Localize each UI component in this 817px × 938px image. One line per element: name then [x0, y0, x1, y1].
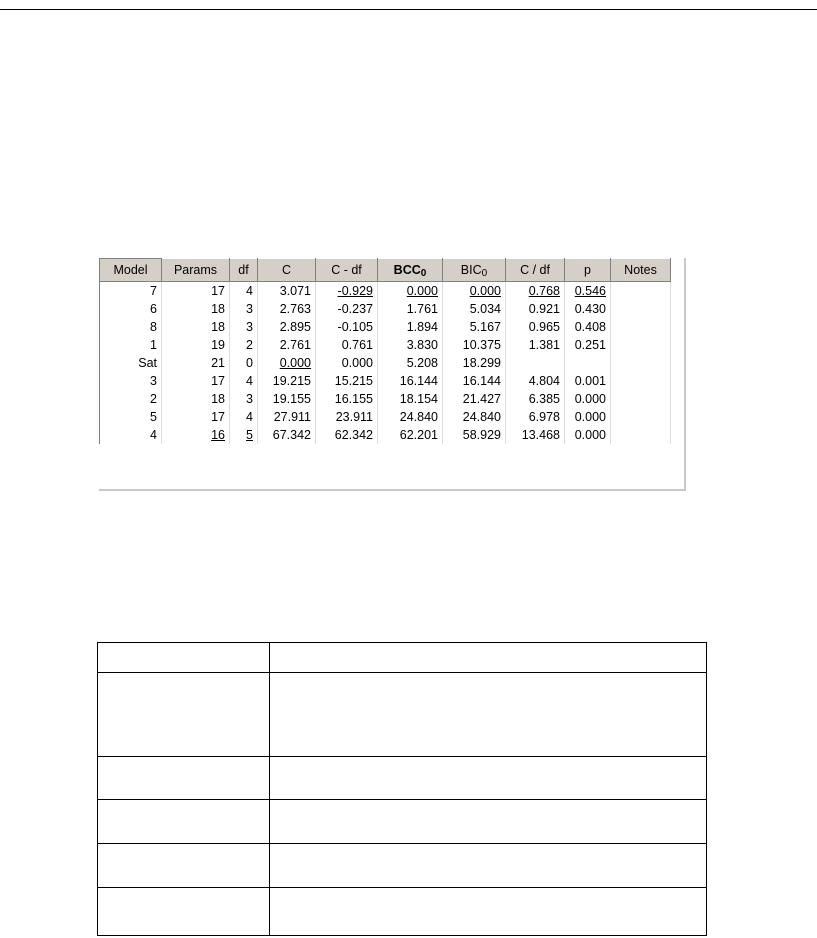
- cell-p[interactable]: 0.430: [565, 300, 611, 318]
- cell-bcc0[interactable]: 62.201: [378, 426, 443, 444]
- blank-cell: [270, 844, 707, 888]
- cell-c-minus-df[interactable]: 0.761: [316, 336, 378, 354]
- cell-model[interactable]: 5: [100, 408, 162, 426]
- cell-df[interactable]: 3: [230, 390, 258, 408]
- blank-cell: [270, 800, 707, 844]
- model-fit-grid: [99, 258, 686, 491]
- cell-model[interactable]: 2: [100, 390, 162, 408]
- table-row[interactable]: [100, 282, 671, 301]
- cell-p[interactable]: 0.546: [565, 282, 611, 301]
- header-c-over-df[interactable]: C / df: [506, 259, 565, 282]
- cell-bcc0[interactable]: 16.144: [378, 372, 443, 390]
- cell-model[interactable]: 7: [100, 282, 162, 301]
- blank-table-row: [98, 673, 707, 757]
- cell-params[interactable]: 18: [162, 318, 230, 336]
- header-df[interactable]: df: [230, 259, 258, 282]
- cell-c-over-df[interactable]: 6.385: [506, 390, 565, 408]
- cell-bic0[interactable]: 58.929: [443, 426, 506, 444]
- cell-model[interactable]: 4: [100, 426, 162, 444]
- header-c[interactable]: C: [258, 259, 316, 282]
- cell-c[interactable]: 3.071: [258, 282, 316, 301]
- cell-df[interactable]: 2: [230, 336, 258, 354]
- header-bic0[interactable]: BIC0: [443, 259, 506, 282]
- cell-model[interactable]: 3: [100, 372, 162, 390]
- cell-c[interactable]: 19.155: [258, 390, 316, 408]
- cell-c[interactable]: 19.215: [258, 372, 316, 390]
- cell-c-over-df[interactable]: 0.965: [506, 318, 565, 336]
- table-row[interactable]: [100, 426, 671, 444]
- blank-cell: [270, 643, 707, 673]
- cell-bcc0[interactable]: 0.000: [378, 282, 443, 301]
- blank-cell: [270, 888, 707, 936]
- header-bcc0[interactable]: BCC0: [378, 259, 443, 282]
- blank-table-row: [98, 800, 707, 844]
- cell-notes[interactable]: [611, 426, 671, 444]
- cell-df[interactable]: 3: [230, 300, 258, 318]
- cell-df[interactable]: 4: [230, 282, 258, 301]
- blank-cell: [98, 673, 270, 757]
- cell-c[interactable]: 27.911: [258, 408, 316, 426]
- blank-form-table: [97, 642, 707, 936]
- cell-c-over-df[interactable]: [506, 354, 565, 372]
- cell-notes[interactable]: [611, 282, 671, 301]
- cell-notes[interactable]: [611, 354, 671, 372]
- cell-bic0[interactable]: 5.034: [443, 300, 506, 318]
- table-row[interactable]: [100, 372, 671, 390]
- cell-df[interactable]: 0: [230, 354, 258, 372]
- cell-c-minus-df[interactable]: 23.911: [316, 408, 378, 426]
- cell-notes[interactable]: [611, 336, 671, 354]
- header-notes[interactable]: Notes: [611, 259, 671, 282]
- cell-c-minus-df[interactable]: -0.237: [316, 300, 378, 318]
- cell-c-minus-df[interactable]: 0.000: [316, 354, 378, 372]
- cell-c-over-df[interactable]: 0.768: [506, 282, 565, 301]
- cell-df[interactable]: 4: [230, 408, 258, 426]
- cell-p[interactable]: 0.000: [565, 390, 611, 408]
- cell-bcc0[interactable]: 5.208: [378, 354, 443, 372]
- cell-notes[interactable]: [611, 372, 671, 390]
- blank-cell: [98, 888, 270, 936]
- cell-c-over-df[interactable]: 6.978: [506, 408, 565, 426]
- cell-p[interactable]: 0.000: [565, 408, 611, 426]
- cell-c[interactable]: 2.761: [258, 336, 316, 354]
- blank-cell: [98, 844, 270, 888]
- cell-c[interactable]: 2.763: [258, 300, 316, 318]
- blank-table-row: [98, 844, 707, 888]
- blank-table-row: [98, 757, 707, 800]
- cell-bic0[interactable]: 0.000: [443, 282, 506, 301]
- blank-cell: [98, 757, 270, 800]
- header-model[interactable]: Model: [100, 259, 162, 282]
- page-top-rule: [0, 9, 817, 10]
- cell-model[interactable]: 6: [100, 300, 162, 318]
- cell-notes[interactable]: [611, 408, 671, 426]
- cell-p[interactable]: 0.408: [565, 318, 611, 336]
- cell-bic0[interactable]: 21.427: [443, 390, 506, 408]
- cell-params[interactable]: 17: [162, 372, 230, 390]
- blank-table-row: [98, 643, 707, 673]
- cell-model[interactable]: Sat: [100, 354, 162, 372]
- cell-notes[interactable]: [611, 390, 671, 408]
- table-row[interactable]: [100, 408, 671, 426]
- table-row[interactable]: [100, 318, 671, 336]
- cell-model[interactable]: 8: [100, 318, 162, 336]
- cell-p[interactable]: 0.001: [565, 372, 611, 390]
- header-c-minus-df[interactable]: C - df: [316, 259, 378, 282]
- blank-cell: [270, 673, 707, 757]
- cell-notes[interactable]: [611, 318, 671, 336]
- cell-params[interactable]: 17: [162, 282, 230, 301]
- cell-c-over-df[interactable]: 0.921: [506, 300, 565, 318]
- cell-c-minus-df[interactable]: 62.342: [316, 426, 378, 444]
- cell-params[interactable]: 16: [162, 426, 230, 444]
- blank-table-row: [98, 888, 707, 936]
- cell-bic0[interactable]: 18.299: [443, 354, 506, 372]
- blank-cell: [98, 800, 270, 844]
- cell-df[interactable]: 3: [230, 318, 258, 336]
- blank-cell: [98, 643, 270, 673]
- cell-c-over-df[interactable]: 13.468: [506, 426, 565, 444]
- cell-c-minus-df[interactable]: 15.215: [316, 372, 378, 390]
- table-row[interactable]: [100, 336, 671, 354]
- cell-c[interactable]: 0.000: [258, 354, 316, 372]
- cell-c-minus-df[interactable]: 16.155: [316, 390, 378, 408]
- cell-c[interactable]: 67.342: [258, 426, 316, 444]
- cell-bcc0[interactable]: 18.154: [378, 390, 443, 408]
- cell-params[interactable]: 19: [162, 336, 230, 354]
- header-params[interactable]: Params: [162, 259, 230, 282]
- table-row[interactable]: [100, 354, 671, 372]
- cell-bic0[interactable]: 24.840: [443, 408, 506, 426]
- cell-c-over-df[interactable]: 1.381: [506, 336, 565, 354]
- cell-bcc0[interactable]: 24.840: [378, 408, 443, 426]
- cell-model[interactable]: 1: [100, 336, 162, 354]
- cell-p[interactable]: 0.251: [565, 336, 611, 354]
- cell-params[interactable]: 18: [162, 390, 230, 408]
- cell-bic0[interactable]: 5.167: [443, 318, 506, 336]
- cell-c-minus-df[interactable]: -0.105: [316, 318, 378, 336]
- cell-bic0[interactable]: 16.144: [443, 372, 506, 390]
- cell-df[interactable]: 4: [230, 372, 258, 390]
- blank-cell: [270, 757, 707, 800]
- header-p[interactable]: p: [565, 259, 611, 282]
- cell-bcc0[interactable]: 3.830: [378, 336, 443, 354]
- cell-p[interactable]: 0.000: [565, 426, 611, 444]
- table-row[interactable]: [100, 300, 671, 318]
- cell-notes[interactable]: [611, 300, 671, 318]
- cell-params[interactable]: 21: [162, 354, 230, 372]
- cell-bcc0[interactable]: 1.761: [378, 300, 443, 318]
- cell-p[interactable]: [565, 354, 611, 372]
- cell-bcc0[interactable]: 1.894: [378, 318, 443, 336]
- cell-c-minus-df[interactable]: -0.929: [316, 282, 378, 301]
- cell-params[interactable]: 18: [162, 300, 230, 318]
- cell-c-over-df[interactable]: 4.804: [506, 372, 565, 390]
- cell-df[interactable]: 5: [230, 426, 258, 444]
- cell-params[interactable]: 17: [162, 408, 230, 426]
- model-fit-table: [99, 258, 671, 444]
- cell-c[interactable]: 2.895: [258, 318, 316, 336]
- table-row[interactable]: [100, 390, 671, 408]
- cell-bic0[interactable]: 10.375: [443, 336, 506, 354]
